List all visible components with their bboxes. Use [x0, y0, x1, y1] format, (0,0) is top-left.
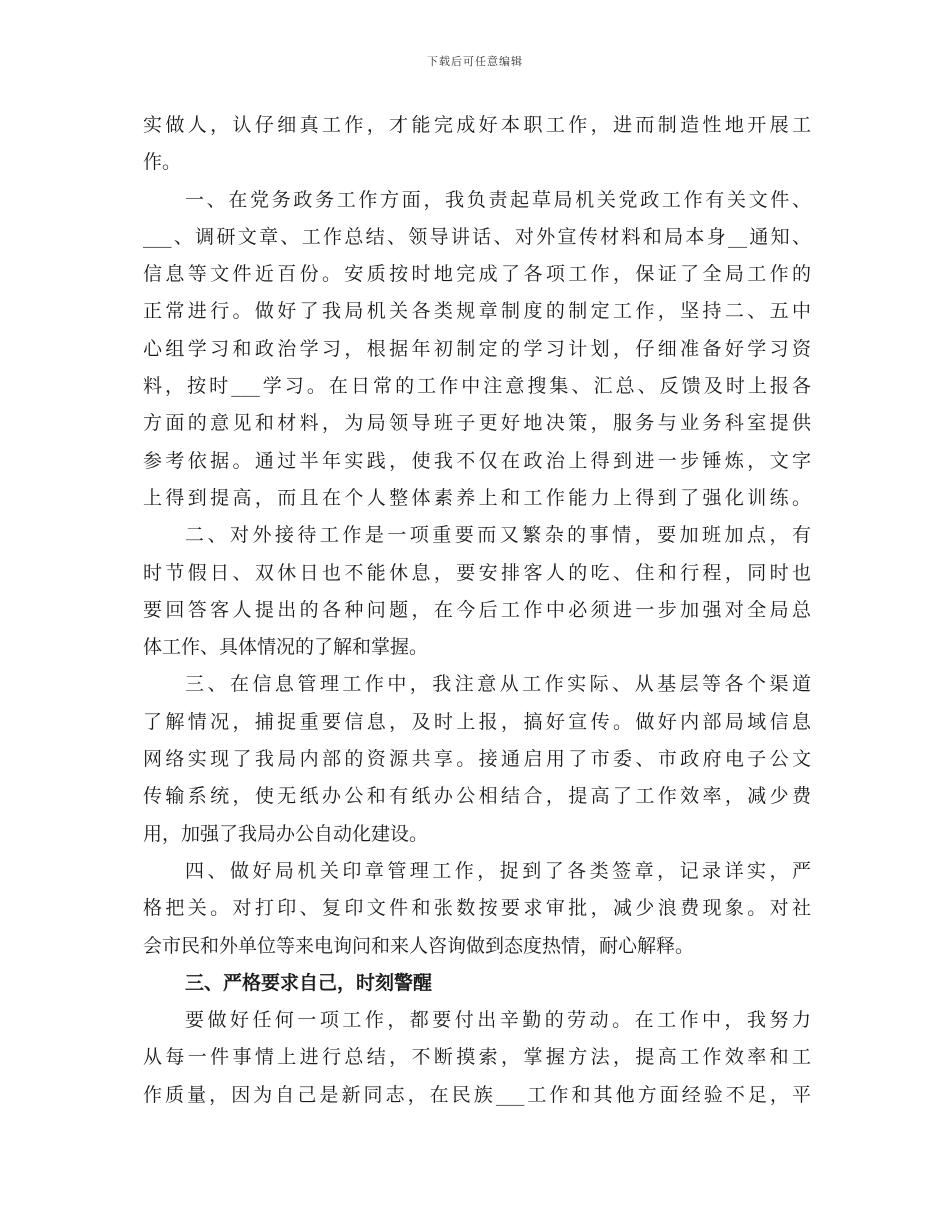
text-line: 参考依据。通过半年实践，使我不仅在政治上得到进一步锤炼，文字	[143, 449, 811, 472]
text-line: 从每一件事情上进行总结，不断摸索，掌握方法，提高工作效率和工	[143, 1046, 811, 1069]
text-line: 格把关。对打印、复印文件和张数按要求审批，减少浪费现象。对社	[143, 897, 811, 920]
page-header: 下载后可任意编辑	[427, 55, 523, 68]
text-line: 要做好任何一项工作，都要付出辛勤的劳动。在工作中，我努力	[185, 1009, 811, 1032]
document-body	[143, 107, 811, 1114]
text-line: 一、在党务政务工作方面，我负责起草局机关党政工作有关文件、	[185, 188, 811, 211]
text-line: 正常进行。做好了我局机关各类规章制度的制定工作，坚持二、五中	[143, 300, 811, 323]
text-line: 作质量，因为自己是新同志，在民族___工作和其他方面经验不足，平	[143, 1083, 811, 1106]
text-line: 作。	[143, 151, 182, 174]
text-line: 传输系统，使无纸办公和有纸办公相结合，提高了工作效率，减少费	[143, 785, 811, 808]
text-line: 料，按时___学习。在日常的工作中注意搜集、汇总、反馈及时上报各	[143, 375, 811, 398]
text-line: 信息等文件近百份。安质按时地完成了各项工作，保证了全局工作的	[143, 263, 811, 286]
text-line: 二、对外接待工作是一项重要而又繁杂的事情，要加班加点，有	[185, 524, 811, 547]
text-line: 心组学习和政治学习，根据年初制定的学习计划，仔细准备好学习资	[143, 337, 811, 360]
text-line: 时节假日、双休日也不能休息，要安排客人的吃、住和行程，同时也	[143, 561, 811, 584]
text-line: 实做人，认仔细真工作，才能完成好本职工作，进而制造性地开展工	[143, 114, 811, 136]
text-line: 三、在信息管理工作中，我注意从工作实际、从基层等各个渠道	[185, 673, 811, 696]
text-line: 方面的意见和材料，为局领导班子更好地决策，服务与业务科室提供	[143, 412, 811, 435]
section-heading: 三、严格要求自己，时刻警醒	[185, 971, 433, 994]
text-line: 体工作、具体情况的了解和掌握。	[143, 636, 429, 659]
text-line: 会市民和外单位等来电询问和来人咨询做到态度热情，耐心解释。	[143, 934, 695, 957]
text-line: 上得到提高，而且在个人整体素养上和工作能力上得到了强化训练。	[143, 486, 811, 509]
text-line: 要回答客人提出的各种问题，在今后工作中必须进一步加强对全局总	[143, 598, 811, 621]
text-line: 了解情况，捕捉重要信息，及时上报，搞好宣传。做好内部局域信息	[143, 710, 811, 733]
text-line: 用，加强了我局办公自动化建设。	[143, 822, 429, 845]
text-line: 四、做好局机关印章管理工作，捉到了各类签章，记录详实，严	[185, 859, 811, 882]
text-line: 网络实现了我局内部的资源共享。接通启用了市委、市政府电子公文	[143, 748, 811, 771]
text-line: ___、调研文章、工作总结、领导讲话、对外宣传材料和局本身__通知、	[143, 225, 811, 248]
